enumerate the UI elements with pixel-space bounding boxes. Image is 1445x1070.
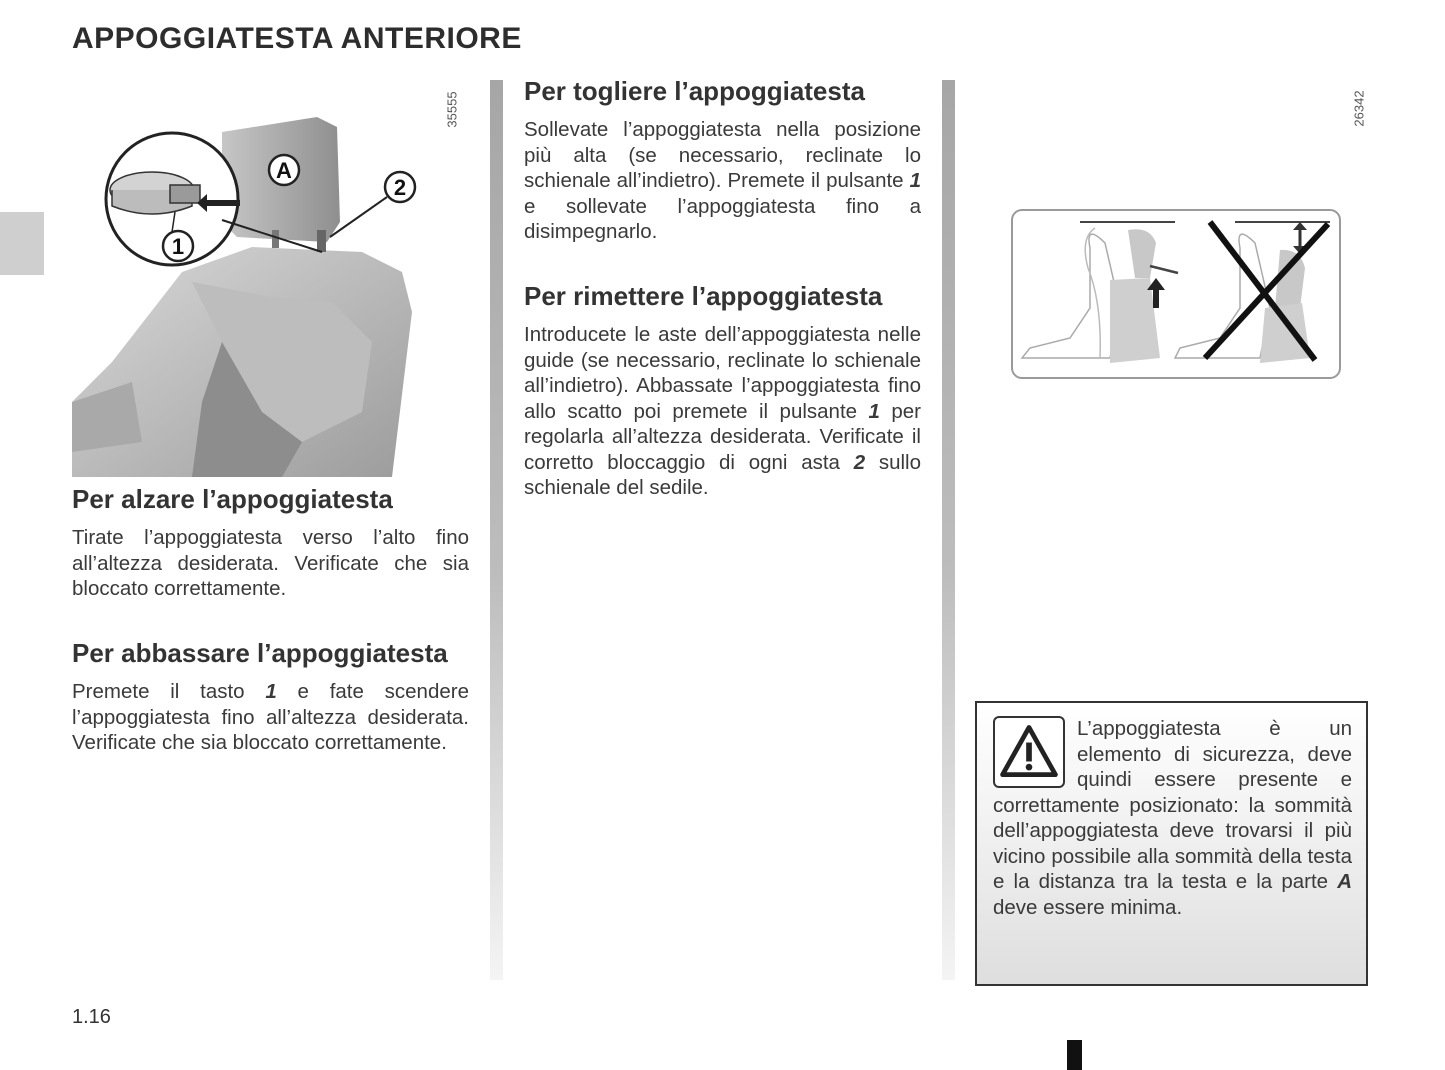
page-number: 1.16 xyxy=(72,1006,111,1028)
figure-ref-code-left: 35555 xyxy=(444,91,460,128)
heading-remove: Per togliere l’appoggiatesta xyxy=(524,76,865,106)
text-refit: Introducete le aste dell’appoggiatesta nelle guide (se necessario, reclinate lo schienale all’indietro). Abbassate l’appoggiatesta fino allo scatto poi premete il pulsante 1 per regolarla all’altezza desiderata. Verificate il corretto bloccaggio di ogni asta 2 sullo schienale del sedile. xyxy=(524,323,922,499)
page-edge-marker xyxy=(1067,1040,1082,1070)
safety-warning-box xyxy=(975,701,1368,986)
text-raise: Tirate l’appoggiatesta verso l’alto fino all’altezza desiderata. Verificate che sia bloccato correttamente. xyxy=(72,526,469,600)
warning-text: L’appoggiatesta è un elemento di sicurezza, deve quindi essere presente e correttamente posizionato: la sommità dell’appoggiatesta deve trovarsi il più vicino possibile alla sommità della testa e la distanza tra la testa e la parte A deve essere minima. xyxy=(993,717,1352,919)
label-1: 1 xyxy=(171,234,185,259)
seat-headrest-illustration xyxy=(72,112,432,477)
warning-triangle-icon xyxy=(993,716,1065,788)
page-title: APPOGGIATESTA ANTERIORE xyxy=(72,22,522,55)
headrest-position-illustration xyxy=(1010,208,1342,383)
label-2: 2 xyxy=(393,175,407,200)
figure-ref-code-right: 26342 xyxy=(1351,90,1367,127)
section-tab xyxy=(0,212,44,275)
heading-lower: Per abbassare l’appoggiatesta xyxy=(72,638,448,668)
text-remove: Sollevate l’appoggiatesta nella posizione più alta (se necessario, reclinate lo schienale all’indietro). Premete il pulsante 1 e sollevate l’appoggiatesta fino a disimpegnarlo. xyxy=(524,118,921,243)
label-a: A xyxy=(276,158,292,183)
heading-raise: Per alzare l’appoggiatesta xyxy=(72,484,393,514)
heading-refit: Per rimettere l’appoggiatesta xyxy=(524,281,883,311)
column-divider-right xyxy=(942,80,955,980)
text-lower: Premete il tasto 1 e fate scendere l’appoggiatesta fino all’altezza desiderata. Verificate che sia bloccato correttamente. xyxy=(72,680,469,754)
column-divider-left xyxy=(490,80,503,980)
